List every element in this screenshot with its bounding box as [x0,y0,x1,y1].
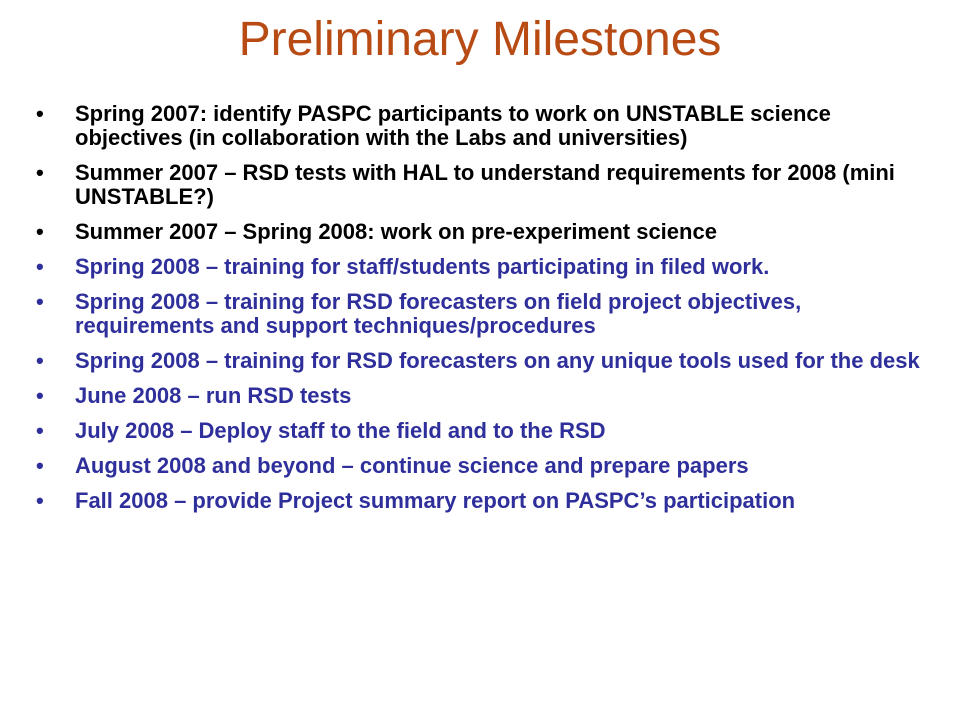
bullet-icon: • [36,488,44,513]
milestone-list [36,102,936,524]
bullet-icon: • [36,160,44,185]
bullet-icon: • [36,453,44,478]
list-item-text: August 2008 and beyond – continue science and prepare papers [75,453,749,478]
list-item [36,161,936,209]
list-item-text: Spring 2007: identify PASPC participants to work on UNSTABLE science objectives (in collaboration with the Labs and universities) [75,101,831,150]
bullet-icon: • [36,289,44,314]
list-item-text: June 2008 – run RSD tests [75,383,352,408]
list-item-text: Spring 2008 – training for RSD forecasters on any unique tools used for the desk [75,348,920,373]
list-item-text: Spring 2008 – training for RSD forecasters on field project objectives, requirements and support techniques/procedures [75,289,802,338]
bullet-icon: • [36,418,44,443]
list-item [36,290,936,338]
list-item-text: July 2008 – Deploy staff to the field and to the RSD [75,418,606,443]
list-item [36,489,936,513]
bullet-icon: • [36,383,44,408]
list-item-text: Summer 2007 – RSD tests with HAL to understand requirements for 2008 (mini UNSTABLE?) [75,160,895,209]
bullet-icon: • [36,219,44,244]
bullet-icon: • [36,254,44,279]
list-item-text: Fall 2008 – provide Project summary report on PASPC’s participation [75,488,796,513]
list-item [36,419,936,443]
list-item-text: Spring 2008 – training for staff/students participating in filed work. [75,254,770,279]
list-item [36,384,936,408]
list-item [36,454,936,478]
slide-title: Preliminary Milestones [238,13,722,66]
list-item [36,255,936,279]
list-item [36,349,936,373]
bullet-icon: • [36,348,44,373]
list-item-text: Summer 2007 – Spring 2008: work on pre-experiment science [75,219,717,244]
list-item [36,102,936,150]
list-item [36,220,936,244]
bullet-icon: • [36,101,44,126]
